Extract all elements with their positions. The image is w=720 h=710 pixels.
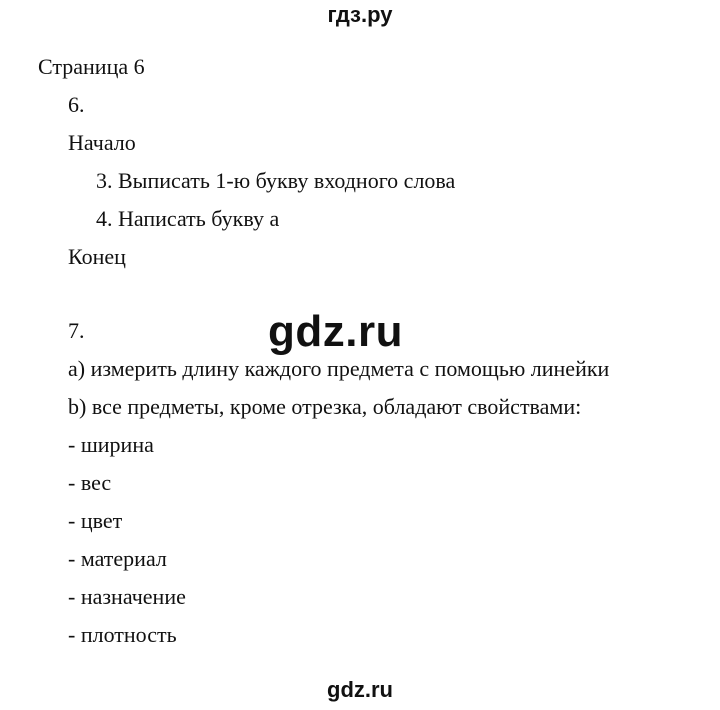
algorithm-step-4: 4. Написать букву а — [96, 206, 280, 231]
property-item: - назначение — [68, 584, 186, 609]
task-7-answer-a: а) измерить длину каждого предмета с помощью линейки — [68, 356, 610, 381]
property-item: - плотность — [68, 622, 177, 647]
watermark-bottom: gdz.ru — [327, 677, 393, 702]
task-7-answer-b: b) все предметы, кроме отрезка, обладают свойствами: — [68, 394, 582, 419]
property-item: - материал — [68, 546, 167, 571]
algorithm-end: Конец — [68, 244, 126, 269]
task-7-number: 7. — [68, 318, 85, 343]
property-item: - цвет — [68, 508, 123, 533]
watermark-top: гдз.ру — [327, 2, 393, 27]
task-6-number: 6. — [68, 92, 85, 117]
page-title: Страница 6 — [38, 54, 145, 79]
algorithm-start: Начало — [68, 130, 136, 155]
property-item: - ширина — [68, 432, 154, 457]
algorithm-step-3: 3. Выписать 1-ю букву входного слова — [96, 168, 456, 193]
watermark-middle: gdz.ru — [268, 307, 403, 356]
property-item: - вес — [68, 470, 112, 495]
